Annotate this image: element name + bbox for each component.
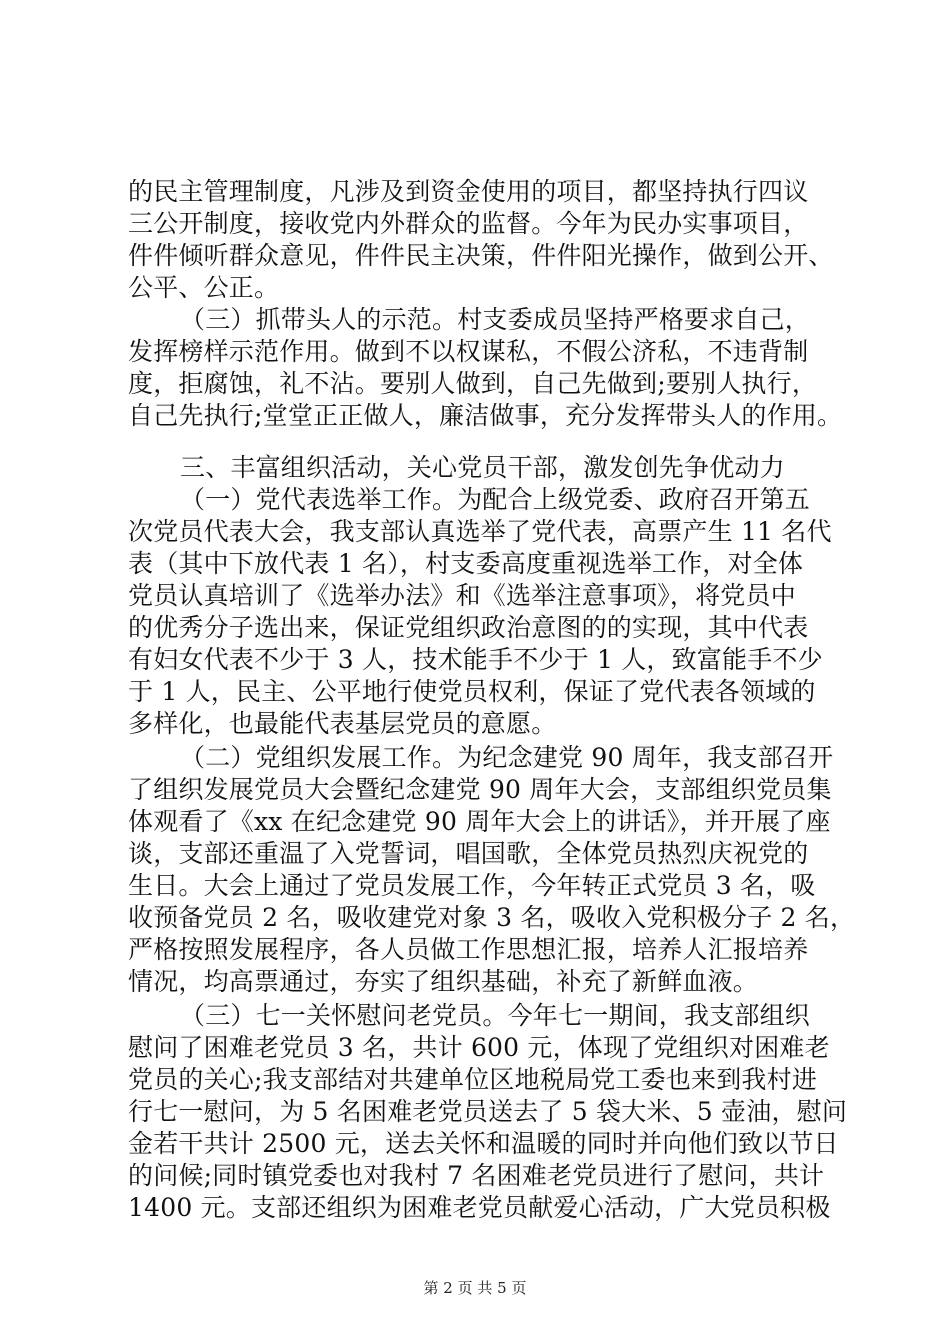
text-line: 了组织发展党员大会暨纪念建党 90 周年大会，支部组织党员集	[128, 775, 832, 804]
paragraph-first-line: （三）抓带头人的示范。村支委成员坚持严格要求自己，	[180, 305, 811, 334]
text-line: 金若干共计 2500 元，送去关怀和温暖的同时并向他们致以节日	[128, 1129, 839, 1158]
text-line: 的民主管理制度，凡涉及到资金使用的项目，都坚持执行四议	[128, 177, 809, 206]
paragraph-first-line: （一）党代表选举工作。为配合上级党委、政府召开第五	[180, 485, 811, 514]
text-line: 生日。大会上通过了党员发展工作，今年转正式党员 3 名，吸	[128, 871, 816, 900]
text-line: 体观看了《xx 在纪念建党 90 周年大会上的讲话》，并开展了座	[128, 807, 831, 836]
text-line: 的优秀分子选出来，保证党组织政治意图的的实现，其中代表	[128, 613, 809, 642]
text-line: 收预备党员 2 名，吸收建党对象 3 名，吸收入党积极分子 2 名，	[128, 903, 856, 932]
paragraph-first-line: （三）七一关怀慰问老党员。今年七一期间，我支部组织	[180, 1001, 811, 1030]
text-line: 于 1 人，民主、公平地行使党员权利，保证了党代表各领域的	[128, 677, 816, 706]
text-line: 多样化，也最能代表基层党员的意愿。	[128, 709, 557, 738]
text-line: 情况，均高票通过，夯实了组织基础，补充了新鲜血液。	[128, 967, 759, 996]
paragraph-first-line: （二）党组织发展工作。为纪念建党 90 周年，我支部召开	[180, 743, 834, 772]
text-line: 严格按照发展程序，各人员做工作思想汇报，培养人汇报培养	[128, 935, 809, 964]
text-line: 慰问了困难老党员 3 名，共计 600 元，体现了党组织对困难老	[128, 1033, 830, 1062]
text-line: 谈，支部还重温了入党誓词，唱国歌，全体党员热烈庆祝党的	[128, 839, 809, 868]
text-line: 三公开制度，接收党内外群众的监督。今年为民办实事项目，	[128, 209, 809, 238]
page-footer: 第 2 页 共 5 页	[423, 1279, 527, 1297]
text-line: 有妇女代表不少于 3 人，技术能手不少于 1 人，致富能手不少	[128, 645, 823, 674]
text-line: 的问候;同时镇党委也对我村 7 名困难老党员进行了慰问，共计	[128, 1161, 825, 1190]
text-line: 自己先执行;堂堂正正做人，廉洁做事，充分发挥带头人的作用。	[128, 401, 843, 430]
text-line: 党员的关心;我支部结对共建单位区地税局党工委也来到我村进	[128, 1065, 818, 1094]
text-line: 发挥榜样示范作用。做到不以权谋私，不假公济私，不违背制	[128, 337, 809, 366]
text-line: 度，拒腐蚀，礼不沾。要别人做到，自己先做到;要别人执行，	[128, 369, 818, 398]
text-line: 表（其中下放代表 1 名），村支委高度重视选举工作，对全体	[128, 549, 804, 578]
text-line: 行七一慰问，为 5 名困难老党员送去了 5 袋大米、5 壶油，慰问	[128, 1097, 848, 1126]
text-line: 党员认真培训了《选举办法》和《选举注意事项》，将党员中	[128, 581, 796, 610]
text-line: 次党员代表大会，我支部认真选举了党代表，高票产生 11 名代	[128, 517, 832, 546]
text-line: 件件倾听群众意见，件件民主决策，件件阳光操作，做到公开、	[128, 241, 834, 270]
text-line: 公平、公正。	[128, 273, 280, 302]
text-line: 1400 元。支部还组织为困难老党员献爱心活动，广大党员积极	[128, 1193, 831, 1222]
section-heading: 三、丰富组织活动，关心党员干部，激发创先争优动力	[180, 453, 785, 482]
